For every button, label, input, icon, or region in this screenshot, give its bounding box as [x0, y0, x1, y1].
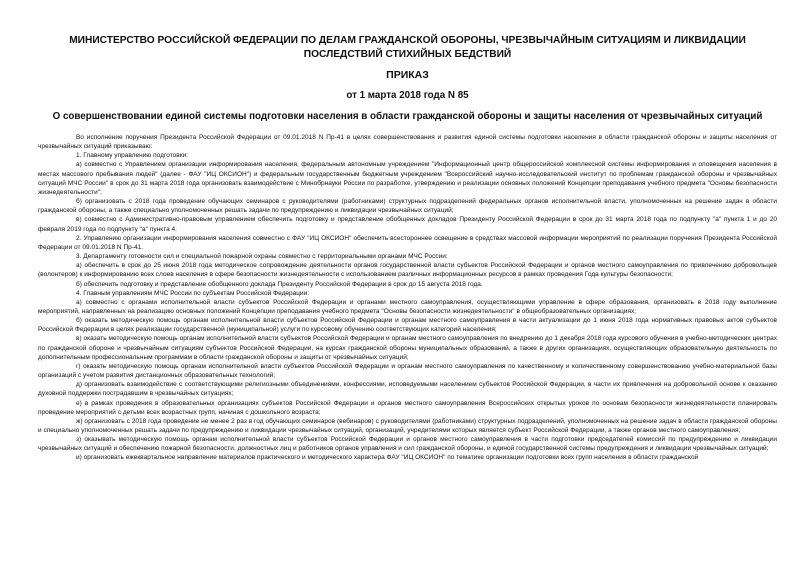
ministry-heading: МИНИСТЕРСТВО РОССИЙСКОЙ ФЕДЕРАЦИИ ПО ДЕЛАМ ГРАЖДАНСКОЙ ОБОРОНЫ, ЧРЕЗВЫЧАЙНЫМ СИТУАЦИЯМ И ЛИКВИДАЦИИ ПОСЛЕДСТВИЙ СТИХИЙНЫХ БЕДСТВИЙ: [69, 35, 746, 60]
paragraph-preamble: Во исполнение поручения Президента Российской Федерации от 09.01.2018 N Пр-41 в целях совершенствования и развития единой системы подготовки населения в области гражданской обороны и защиты населения от чрезвычайных ситуаций приказываю:: [38, 134, 777, 151]
paragraph-4a: а) совместно с органами исполнительной власти субъектов Российской Федерации и органами местного самоуправления, осуществляющими управление в сфере образования, организовать в 2018 году выполнение мероприятий, направленных на реализацию основных положений Концепции преподавания учебного предмета "Основы безопасности жизнедеятельности" в общеобразовательных организациях;: [38, 298, 777, 315]
order-body: [38, 133, 777, 463]
paragraph-4v: в) оказать методическую помощь органам исполнительной власти субъектов Российской Федерации и органам местного самоуправления по внедрению до 1 декабря 2018 года курсового обучения в учебно-методических центрах по гражданской обороне и чрезвычайным ситуациям субъектов Российской Федерации, на курсах гражданской обороны муниципальных образований, а также в других организациях, осуществляющих образовательную деятельность по дополнительным профессиональным программам в области гражданской обороны и защиты от чрезвычайных ситуаций;: [38, 335, 777, 361]
paragraph-1v: в) совместно с Административно-правовым управлением обеспечить подготовку и представление обобщенных докладов Президенту Российской Федерации в срок до 31 марта 2018 года по подпункту "а" пункта 1 и до 20 февраля 2019 года по подпункту "а" пункта 4.: [38, 216, 777, 233]
paragraph-2: 2. Управлению организации информирования населения совместно с ФАУ "ИЦ ОКСИОН" обеспечить всестороннее освещение в средствах массовой информации мероприятий по реализации поручения Президента Российской Федерации от 09.01.2018 N Пр-41.: [38, 234, 777, 251]
paragraph-3: 3. Департаменту готовности сил и специальной пожарной охраны совместно с территориальными органами МЧС России:: [76, 253, 448, 261]
order-title: О совершенствовании единой системы подготовки населения в области гражданской обороны и защиты населения от чрезвычайных ситуаций: [52, 111, 763, 122]
paragraph-3b: б) обеспечить подготовку и представление обобщенного доклада Президенту Российской Федерации в срок до 15 августа 2018 года.: [76, 280, 483, 288]
paragraph-4g: г) оказать методическую помощь органам исполнительной власти субъектов Российской Федерации и органам местного самоуправления по качественному и количественному совершенствованию учебно-материальной базы организаций с учетом развития дистанционных образовательных технологий;: [38, 362, 777, 380]
paragraph-4i: и) организовать ежеквартальное направление материалов практического и методического характера ФАУ "ИЦ ОКСИОН" по тематике организации подготовки всех групп населения в области гражданской: [76, 454, 699, 462]
paragraph-4b: б) оказать методическую помощь органам исполнительной власти субъектов Российской Федерации и органам местного самоуправления в части актуализации до 1 июня 2018 года нормативных правовых актов субъектов Российской Федерации в целях реализации государственной (муниципальной) услуги по курсовому обучению соответствующих категорий населения;: [38, 317, 777, 334]
paragraph-4z: з) оказывать методическую помощь органам исполнительной власти субъектов Российской Федерации и органов местного самоуправления в части подготовки председателей комиссий по предупреждению и ликвидации чрезвычайных ситуаций и обеспечению пожарной безопасности, должностных лиц и работников органов управления и сил гражданской обороны, и единой государственной системы предупреждения и ликвидации чрезвычайных ситуаций;: [38, 436, 777, 453]
paragraph-4d: д) организовать взаимодействие с соответствующими религиозными объединениями, конфессиями, исповедуемыми населением субъектов Российской Федерации, в части их привлечения на добровольной основе к оказанию духовной поддержки пострадавшим в чрезвычайных ситуациях;: [38, 381, 777, 398]
paragraph-1a: а) совместно с Управлением организации информирования населения, федеральным автономным учреждением "Информационный центр общероссийской комплексной системы информирования и оповещения населения в местах массового пребывания людей" (далее - ФАУ "ИЦ ОКСИОН") и федеральным государственным бюджетным учреждением "Всероссийский научно-исследовательский институт по проблемам гражданской обороны и чрезвычайных ситуаций МЧС России" в срок до 31 марта 2018 года организовать взаимодействие с Минобрнауки России по разработке, утверждению и реализации основных положений Концепции преподавания учебного предмета "Основы безопасности жизнедеятельности";: [38, 161, 777, 196]
order-date-number: от 1 марта 2018 года N 85: [346, 90, 469, 101]
paragraph-1: 1. Главному управлению подготовки:: [76, 152, 189, 160]
paragraph-4: 4. Главным управлениям МЧС России по субъектам Российской Федерации:: [76, 289, 310, 297]
paragraph-3a: а) обеспечить в срок до 25 июня 2018 года методическое сопровождение деятельности органов государственной власти субъектов Российской Федерации и органов местного самоуправления по привлечению добровольцев (волонтеров) к информированию всех слоев населения в сфере безопасности жизнедеятельности с использованием различных информационных ресурсов в рамках проведения Года культуры безопасности;: [38, 262, 777, 279]
paragraph-4e: е) в рамках проведения в образовательных организациях субъектов Российской Федерации и органов местного самоуправления Всероссийских открытых уроков по основам безопасности жизнедеятельности планировать проведение мероприятий с детьми всех возрастных групп, начиная с дошкольного возраста;: [38, 399, 777, 416]
paragraph-1b: б) организовать с 2018 года проведение обучающих семинаров с руководителями (работниками) структурных подразделений федеральных органов исполнительной власти, уполномоченных на решение задач в области гражданской обороны, а также специально уполномоченных решать задачи по предупреждению и ликвидации чрезвычайных ситуаций;: [38, 198, 777, 215]
document-type-heading: ПРИКАЗ: [386, 69, 429, 81]
paragraph-4zh: ж) организовать с 2018 года проведение не менее 2 раз в год обучающих семинаров (вебинаров) с руководителями (работниками) структурных подразделений, уполномоченных на решение задач в области гражданской обороны и специально уполномоченных решать задачи по предупреждению и ликвидации чрезвычайных ситуаций, организаций, учредителями которых является субъект Российской Федерации, а также органов местного самоуправления;: [38, 417, 777, 434]
